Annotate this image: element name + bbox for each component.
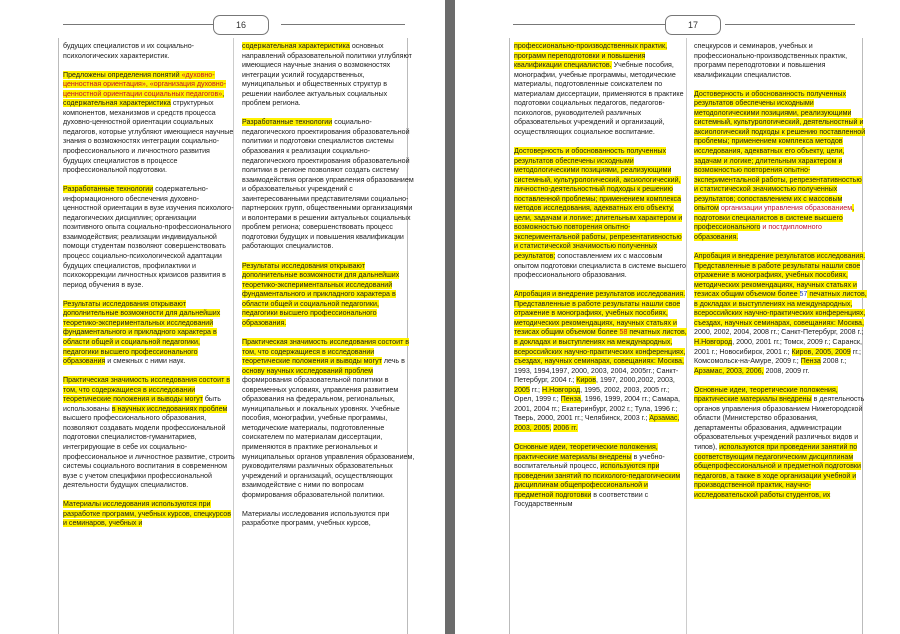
header-rule xyxy=(281,24,405,25)
highlighted-text: 2005 xyxy=(514,385,530,394)
text-run: структурных компонентов, механизмов и средств процесса духовно-ценностной ориентации социальных педагогов, которые углубляют имеющиеся научные знания о возможностях интеграции социально-профессионального и личностного развития будущих специалистов в процессе профессиональной подготовки. xyxy=(63,99,234,175)
page-number: 17 xyxy=(665,15,721,35)
header-rule xyxy=(513,24,669,25)
highlighted-text: в научных исследованиях проблем xyxy=(111,404,228,413)
highlighted-text: Апробация и внедрение результатов исследования. Представленные в работе результаты нашли свое отражение в монографиях, учебных пособиях, методических рекомендациях, научных статьях и тезисах общим объемом более xyxy=(694,252,866,299)
paragraph xyxy=(63,42,236,61)
text-column-2 xyxy=(242,42,415,634)
highlighted-text: Киров xyxy=(576,376,597,385)
text-run: и постдипломного xyxy=(760,223,822,232)
text-column-1 xyxy=(63,42,236,634)
highlighted-text: Основные идеи, теоретические положения, практические материалы внедрены xyxy=(694,385,838,404)
text-run: лечь в xyxy=(381,357,405,366)
highlighted-text: а также в ходе организации учебной и производственной практик, научно-исследовательской работы студентов, их xyxy=(694,471,857,499)
text-run: будущих специалистов и их социально-психологических характеристик. xyxy=(63,42,195,60)
paragraph xyxy=(514,290,687,433)
text-run: , 1997, 2000,2002, 2003, xyxy=(596,376,675,385)
page-header xyxy=(455,14,900,34)
text-run: Материалы исследования используются при разработке программ, учебных курсов, xyxy=(242,509,390,528)
highlighted-text: Пенза xyxy=(800,357,821,366)
paragraph xyxy=(63,376,236,491)
text-run: 57 xyxy=(799,290,808,299)
paragraph xyxy=(242,262,415,329)
text-run: формирования образовательной политики в современных условиях, управления развитием образования на федеральном, региональных, муниципальных и локальных уровнях. Учебные пособия, монографии, учебные программы, методические материалы, подготовленные соискателем по материалам диссертации, применяются в практике региональных и муниципальных органов управления образованием, руководителями различных образовательных учреждений и организаций, осуществляющих взаимодействие с ними по вопросам формирования образовательной политики. xyxy=(242,376,415,499)
highlighted-text: Достоверность и обоснованность полученных результатов обеспечены исходными методологическими позициями, реализующими системный, культурологический, аксиологический, личностно-деятельностный подходы к решению поставленной проблемы; применением комплекса методов исследования, адекватных его объекту, цели, задачам и логике; длительным характером и возможностью повторения опытно-экспериментальной работы, репрезентативностью и статистической значимостью полученных результатов; xyxy=(514,147,683,261)
highlighted-text: Материалы исследования используются при разработке программ, учебных курсов, спецкурсов и семинаров, учебных и xyxy=(63,500,231,528)
text-run: организации управления образованием xyxy=(718,204,853,213)
header-rule xyxy=(63,24,225,25)
highlighted-text: Практическая значимость исследования состоит в том, что содержащиеся в исследовании теоретические положения и выводы могут xyxy=(63,376,231,404)
text-run: 2008, 2009 гг. xyxy=(763,366,810,375)
text-run: в соответствии с Государственным xyxy=(514,490,649,509)
page-gutter xyxy=(445,0,455,634)
highlighted-text: Достоверность и обоснованность полученных результатов обеспечены исходными методологическими позициями, реализующими системный, культурологический, деятельностный и аксиологический подходы к решению поставленной проблемы; применением комплекса методов исследования, адекватных его объекту, цели, задачам и логике; длительным характером и возможностью повторения опытно-экспериментальной работы, репрезентативностью и статистической значимостью полученных результатов; сопоставлением их с массовым опытом xyxy=(694,89,866,213)
paragraph xyxy=(242,118,415,252)
left-page xyxy=(0,0,445,634)
paragraph xyxy=(514,42,687,137)
highlighted-text: используются при проведении занятий по психолого-педагогическим дисциплинам общепрофессиональной и предметной подготовки xyxy=(514,462,681,499)
text-run: основных направлений образовательной политики углубляют имеющиеся научные знания о возможностях интеграции усилий государственных, муниципальных и общественных структур в решении наиболее актуальных социальных проблем региона. xyxy=(242,42,412,108)
paragraph xyxy=(514,147,687,281)
text-run: в учебно-воспитательный процесс, xyxy=(514,452,665,471)
text-run: содержательно-информационного обеспечения духовно-ценностной ориентации в вузе изучения психолого-педагогических дисциплин; организации позитивного опыта социально-профессионального взаимодействия; реализации индивидуальной помощи студентам позволяют совершенствовать процесс социально-психологической адаптации будущих специалистов, профилактики и психокоррекции личностных кризисов развития в период обучения в вузе. xyxy=(63,185,234,289)
highlighted-text: Практическая значимость исследования состоит в том, что содержащиеся в исследовании теоретические положения и выводы могут xyxy=(242,337,410,366)
text-run: , 1996, 1999, 2004 гг.; Самара, 2001, 2004 гг.; Екатеринбург, 2002 г.; Тула, 1996 г.; Тверь, 2000, 2001 гг.; Челябинск, 2003 г.; xyxy=(514,395,681,423)
highlighted-text: используются при проведении занятий по соответствующим педагогическим дисциплинам общепрофессиональной и предметной подготовки педагогов, xyxy=(694,442,861,480)
highlighted-text: профессионально-производственных практик, программ переподготовки и повышения квалификации специалистов. xyxy=(514,42,668,70)
text-run: 2000, 2002, 2004, 2008 гг.; Санкт-Петербург, 2008 г.; xyxy=(694,328,864,337)
page-number: 16 xyxy=(213,15,269,35)
text-run: спецкурсов и семинаров, учебных и профессионально-производственных практик, программ переподготовки и повышения квалификации специалистов. xyxy=(694,42,848,79)
page-header xyxy=(0,14,445,34)
text-run: , 1995, 2002, 2003, 2005 гг.; Орел, 1999 г.; xyxy=(514,385,670,404)
text-run: высшего профессионального образования, позволяют создавать модели профессиональной подготовки специалистов-гуманитариев, интегрирующие в себе их социально-профессиональное и личностное развитие, строить системы социального воспитания в современном вузе с учетом специфики профессиональной деятельности будущих специалистов. xyxy=(63,414,235,490)
paragraph xyxy=(694,42,867,80)
highlighted-text: Арзамас, 2003, 2005, xyxy=(514,414,680,432)
highlighted-text: 2006 гг. xyxy=(553,423,578,432)
paragraph xyxy=(63,185,236,290)
highlighted-text: «духовно-ценностная ориентация», «организация духовно-ценностной ориентации социальных педагогов» xyxy=(63,70,226,98)
text-column-1 xyxy=(514,42,687,634)
highlighted-text: Результаты исследования открывают дополнительные возможности для дальнейших теоретико-экспериментальных исследований фундаментального и прикладного характера в области общей и социальной педагогики, педагогики высшего профессионального образования xyxy=(63,299,221,366)
paragraph xyxy=(694,252,867,376)
highlighted-text: основу научных исследований проблем xyxy=(242,366,373,375)
highlighted-text: содержательная характеристика xyxy=(242,42,350,50)
paragraph xyxy=(63,71,236,176)
paragraph xyxy=(63,300,236,367)
text-run: 1993, 1994,1997, 2000, 2003, 2004, 2005гг.; Санкт-Петербург, 2004 г.; xyxy=(514,366,679,385)
highlighted-text: Предложены определения понятий xyxy=(63,70,180,79)
paragraph xyxy=(694,386,867,501)
highlighted-text: Основные идеи, теоретические положения, практические материалы внедрены xyxy=(514,442,658,461)
highlighted-text: Разработанные технологии xyxy=(242,118,333,127)
highlighted-text: Разработанные технологии xyxy=(63,185,154,194)
highlighted-text: 58 xyxy=(619,328,628,337)
highlighted-text: Пенза xyxy=(560,395,581,404)
text-column-2 xyxy=(694,42,867,634)
paragraph xyxy=(242,338,415,500)
highlighted-text: Апробация и внедрение результатов исследования. Представленные в работе результаты нашли свое отражение в монографиях, учебных пособиях, методических рекомендациях, научных статьях и тезисах общим объемом более xyxy=(514,290,686,337)
highlighted-text: , подготовки специалистов в системе высшего профессионального xyxy=(694,204,855,232)
text-run: гг.; xyxy=(529,385,542,394)
text-run: сопоставлением их с массовым опытом подготовки специалиста в системе высшего профессионального образования. xyxy=(514,252,686,280)
paragraph xyxy=(694,90,867,243)
text-run: 2008 г.; xyxy=(820,357,847,366)
header-rule xyxy=(725,24,855,25)
text-run: и смежных с ними наук. xyxy=(105,357,186,366)
right-page xyxy=(455,0,900,634)
text-run: , 2000, 2001 гг.; Томск, 2009 г.; Саранск, 2001 г.; Новосибирск, 2001 г.; xyxy=(694,337,862,356)
text-run: социально-педагогического проектирования образовательной политики и подготовки специалистов системы образования к реализации социально-педагогического проектирования образовательной политики в регионе позволяют создать систему взаимодействия органов управления образованием и образовательных учреждений с заинтересованными представителями социально-партнерских групп, общественными организациями и волонтерами в решении актуальных социальных проблем региона; совершенствовать процесс подготовки будущих и повышения квалификации работающих специалистов. xyxy=(242,118,414,251)
highlighted-text: образования. xyxy=(694,232,739,241)
highlighted-text: Н.Новгород xyxy=(694,337,733,346)
highlighted-text: печатных листов, в докладах и выступлениях на международных, всероссийских научно-практических конференциях, съездах, научных семинарах, совещаниях: Москва, xyxy=(514,328,687,366)
highlighted-text: Киров, 2005, 2009 xyxy=(791,347,851,356)
highlighted-text: печатных листов, в докладах и выступлениях на международных, всероссийских научно-практических конференциях, съездах, научных семинарах, совещаниях: Москва, xyxy=(694,290,867,327)
text-run: Учебные пособия, монографии, учебные программы, методические материалы, подготовленные соискателем по материалам диссертации, применяются в практике подготовки социальных педагогов, педагогов-психологов, руководителей различных образовательных учреждений и организаций, осуществляющих социальное воспитание. xyxy=(514,61,684,136)
paragraph xyxy=(514,443,687,510)
paragraph xyxy=(63,500,236,529)
paragraph xyxy=(242,42,415,109)
text-run: гг.; Комсомольск-на-Амуре, 2009 г.; xyxy=(694,347,861,366)
highlighted-text: Результаты исследования открывают дополнительные возможности для дальнейших теоретико-экспериментальных исследований фундаментального и прикладного характера в области общей и социальной педагогики, педагогики высшего профессионального образования. xyxy=(242,261,400,327)
text-run: в деятельность органов управления образованием Нижегородской области (Министерство образования, департаменты образования, администрации образовательных учреждений различных видов и типов), xyxy=(694,395,865,451)
text-run: быть использованы xyxy=(63,395,221,413)
highlighted-text: , содержательная характеристика xyxy=(63,89,225,108)
highlighted-text: Арзамас, 2003, 2006, xyxy=(694,366,764,375)
highlighted-text: Н.Новгород xyxy=(541,385,581,394)
paragraph xyxy=(242,510,415,529)
